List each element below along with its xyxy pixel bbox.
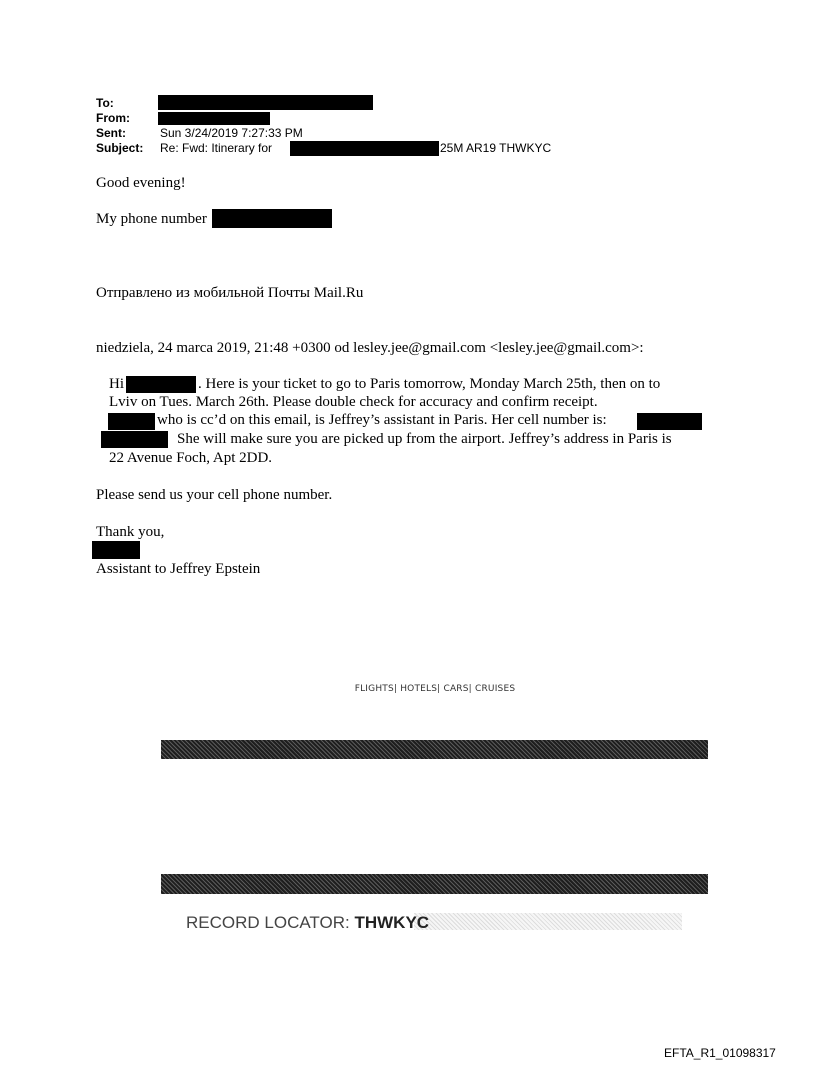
document-id: EFTA_R1_01098317 xyxy=(664,1046,776,1060)
sent-label: Sent: xyxy=(96,126,126,140)
assistant-name-redaction xyxy=(108,413,155,430)
itinerary-banner-bottom xyxy=(161,874,708,894)
record-locator-value: THWKYC xyxy=(354,913,430,932)
quoted-line3: who is cc’d on this email, is Jeffrey’s assistant in Paris. Her cell number is: xyxy=(157,412,607,428)
subject-redaction xyxy=(290,141,439,156)
sent-value: Sun 3/24/2019 7:27:33 PM xyxy=(160,126,303,140)
name-redaction xyxy=(126,376,196,393)
quoted-line1-text: . Here is your ticket to go to Paris tomorrow, Monday March 25th, then on to xyxy=(198,376,661,392)
signoff: Assistant to Jeffrey Epstein xyxy=(96,561,261,577)
thanks: Thank you, xyxy=(96,524,165,540)
quote-header: niedziela, 24 marca 2019, 21:48 +0300 od lesley.jee@gmail.com <lesley.jee@gmail.com>: xyxy=(96,340,644,356)
cell-number-redaction-b xyxy=(101,431,168,448)
itinerary-banner-top xyxy=(161,740,708,759)
phone-redaction xyxy=(212,209,332,228)
to-redaction xyxy=(158,95,373,110)
quoted-line4: She will make sure you are picked up from the airport. Jeffrey’s address in Paris is xyxy=(177,431,672,447)
cell-request: Please send us your cell phone number. xyxy=(96,487,333,503)
from-redaction xyxy=(158,112,270,125)
subject-label: Subject: xyxy=(96,141,144,155)
mailru-signature: Отправлено из мобильной Почты Mail.Ru xyxy=(96,285,364,301)
subject-suffix: 25M AR19 THWKYC xyxy=(440,141,552,155)
to-label: To: xyxy=(96,96,114,110)
phone-line: My phone number xyxy=(96,211,207,227)
quoted-line5: 22 Avenue Foch, Apt 2DD. xyxy=(109,450,273,466)
record-locator xyxy=(186,913,429,933)
signer-redaction xyxy=(92,541,140,559)
record-locator-label: RECORD LOCATOR: xyxy=(186,913,350,932)
cell-number-redaction-a xyxy=(637,413,702,430)
from-label: From: xyxy=(96,111,130,125)
quoted-line1-greeting: Hi xyxy=(109,376,124,392)
quoted-line2: Lviv on Tues. March 26th. Please double check for accuracy and confirm receipt. xyxy=(109,394,598,410)
subject-prefix: Re: Fwd: Itinerary for xyxy=(160,141,273,155)
record-locator-background xyxy=(414,913,682,930)
greeting: Good evening! xyxy=(96,175,186,191)
itinerary-nav: FLIGHTS| HOTELS| CARS| CRUISES xyxy=(354,684,516,694)
